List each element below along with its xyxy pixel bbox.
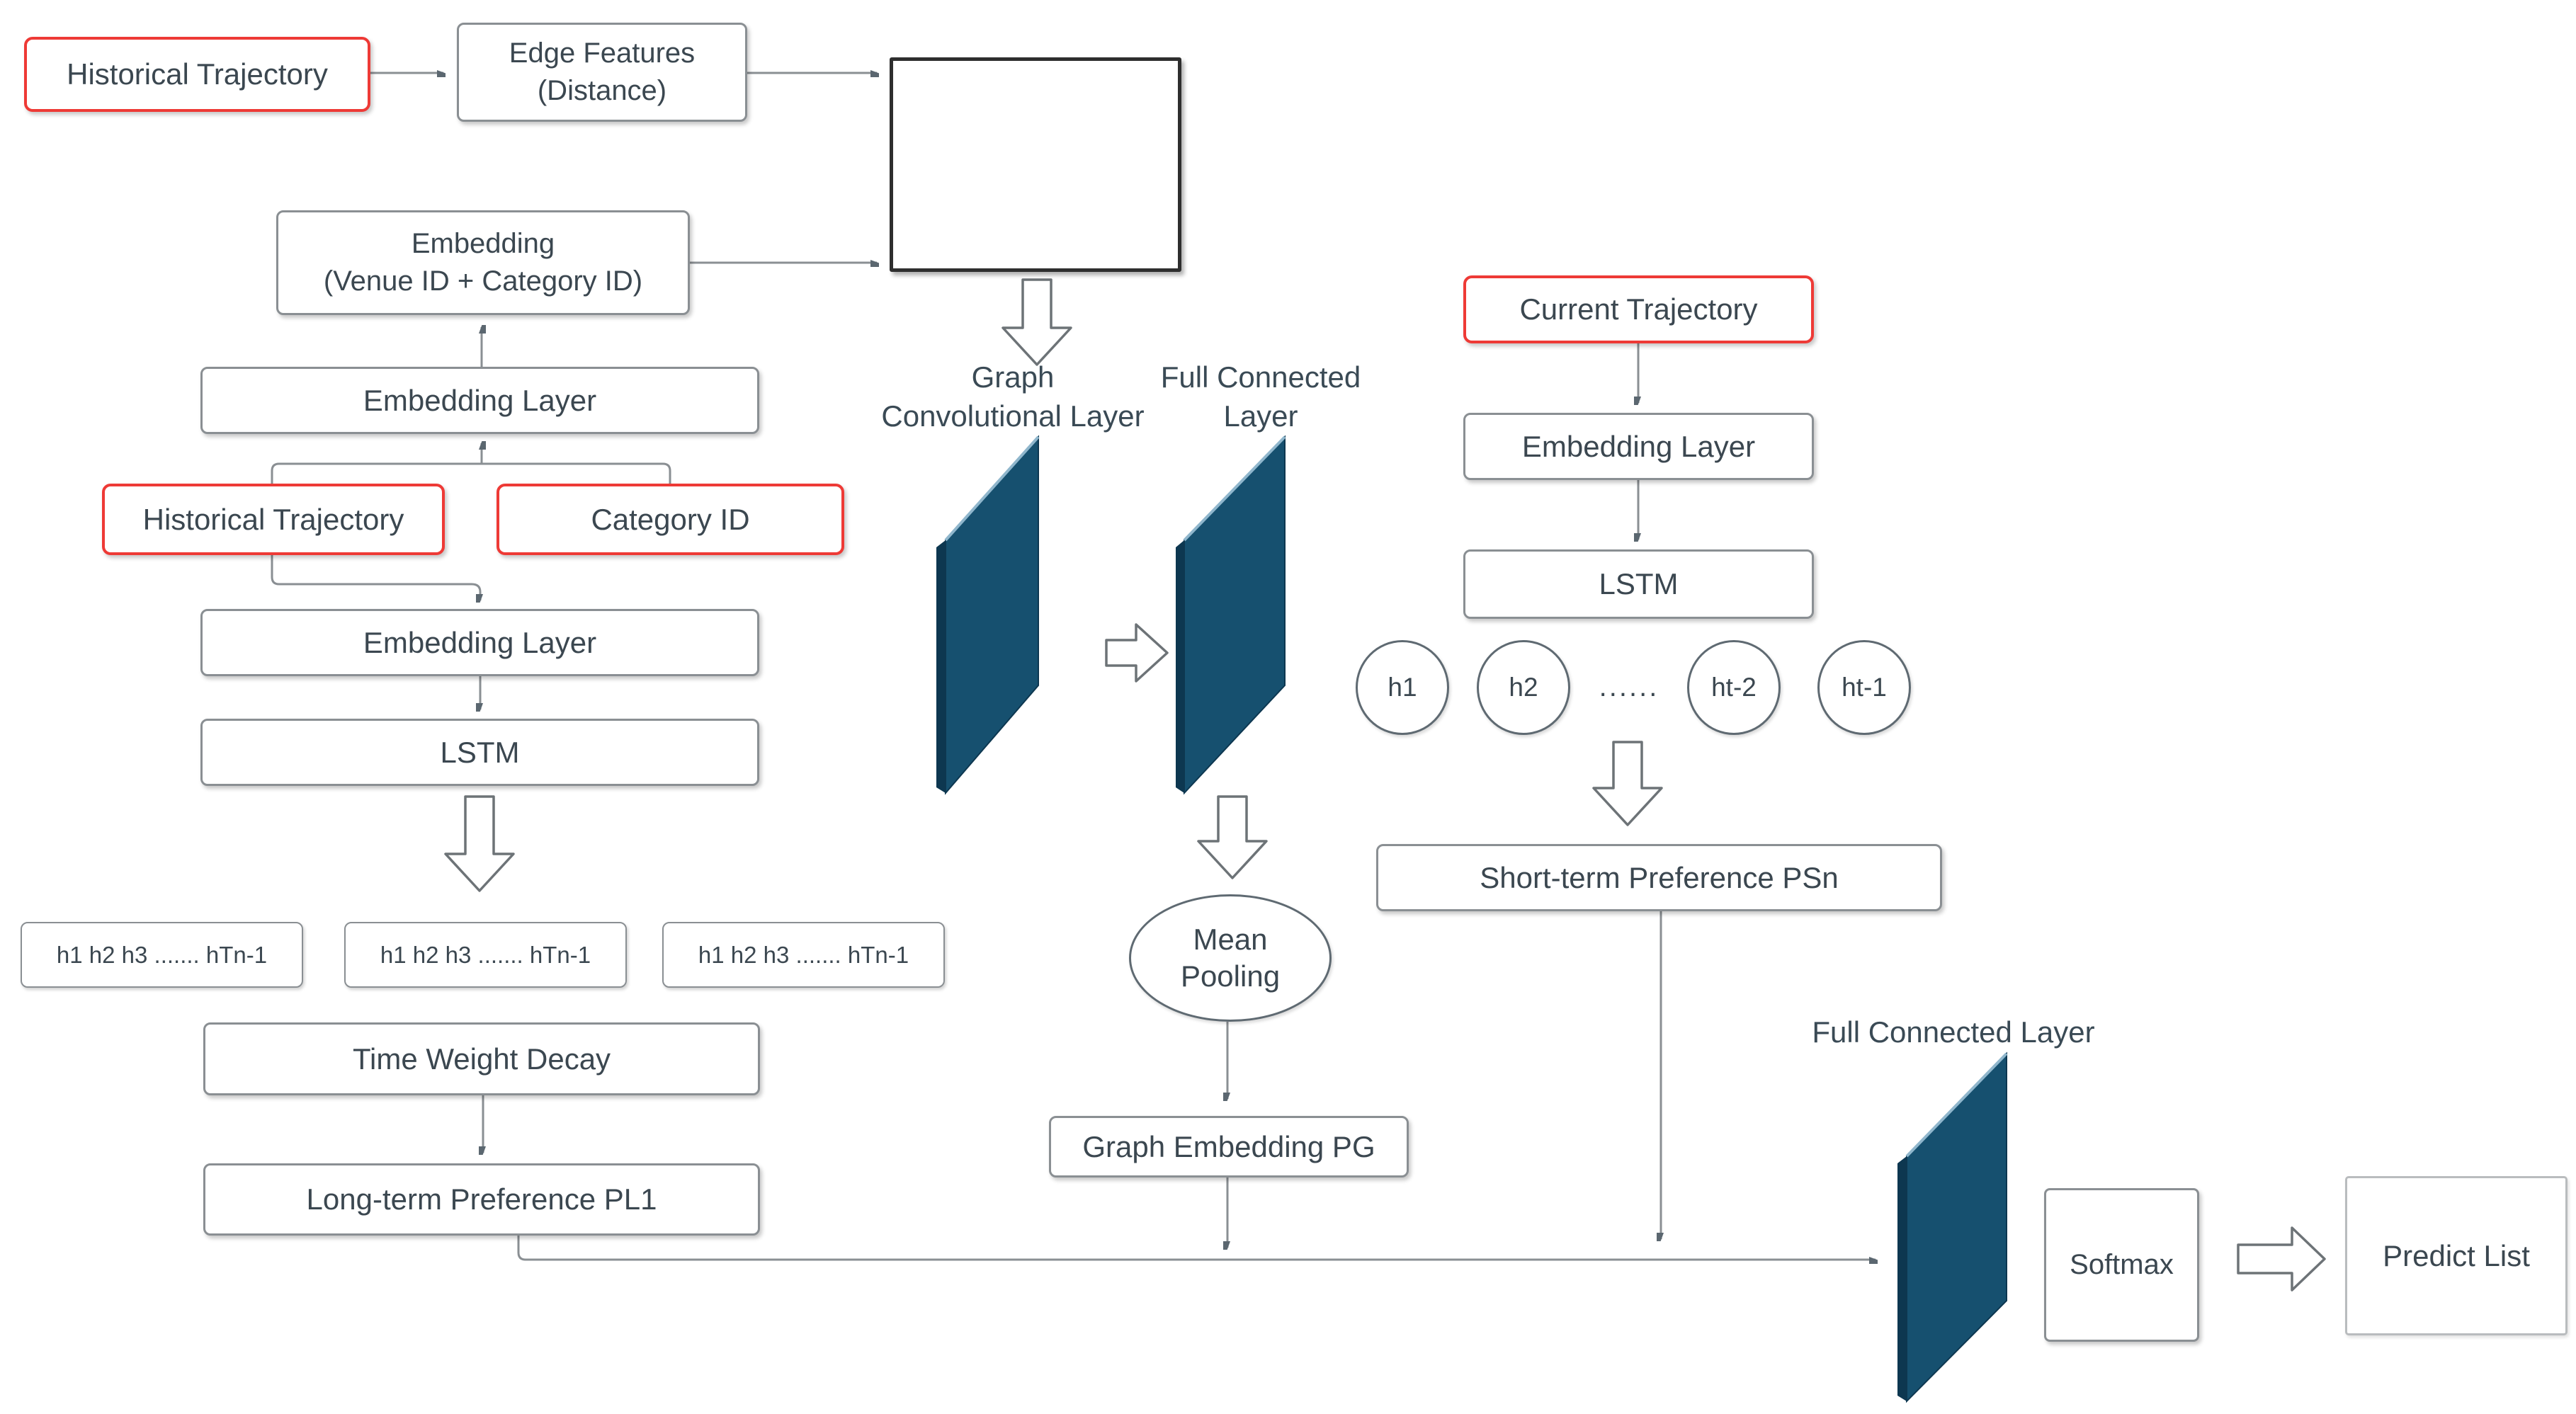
hidden-seq-3-label: h1 h2 h3 ....... hTn-1 (698, 941, 909, 968)
circle-ht-1 (1817, 640, 1911, 735)
big-arrow-lstm-left-down-icon (446, 797, 514, 891)
hollow-arrow-right-softmax-icon (2238, 1228, 2325, 1290)
softmax-label: Softmax (2070, 1249, 2174, 1281)
ellipsis-hidden-states (1587, 671, 1672, 703)
ellipsis-label: ...... (1599, 671, 1659, 702)
box-hidden-seq-1 (21, 922, 303, 988)
box-embedding-layer-1 (200, 367, 759, 434)
predict-list-label: Predict List (2383, 1238, 2530, 1272)
long-term-preference-label: Long-term Preference PL1 (306, 1182, 657, 1216)
fcl-final-panel-side (1897, 1156, 1907, 1401)
lstm-right-label: LSTM (1599, 567, 1679, 601)
box-current-trajectory (1463, 275, 1814, 343)
h2-label: h2 (1509, 673, 1538, 702)
box-category-id (497, 484, 844, 555)
box-short-term-preference (1376, 844, 1942, 911)
h1-label: h1 (1388, 673, 1417, 702)
box-lstm-right (1463, 549, 1814, 619)
hidden-seq-1-label: h1 h2 h3 ....... hTn-1 (56, 941, 268, 968)
hollow-arrow-right-mid-icon (1106, 625, 1167, 681)
embedding-layer-2-label: Embedding Layer (363, 625, 597, 659)
mean-pooling-line2: Pooling (1180, 959, 1281, 993)
graph-image-box (890, 57, 1181, 272)
full-connected-mid-line2: Layer (1223, 399, 1298, 433)
current-trajectory-label: Current Trajectory (1519, 292, 1758, 326)
box-hidden-seq-2 (344, 922, 627, 988)
box-embedding-layer-3 (1463, 413, 1814, 480)
box-time-weight-decay (203, 1022, 760, 1095)
graph-conv-label-line1: Graph (971, 360, 1055, 394)
short-term-preference-label: Short-term Preference PSn (1480, 860, 1839, 894)
embedding-venue-line2: (Venue ID + Category ID) (323, 266, 643, 297)
circle-h2 (1477, 640, 1570, 735)
big-arrow-states-down-icon (1594, 742, 1662, 825)
embedding-venue-line1: Embedding (411, 228, 555, 260)
big-arrow-graph-down-icon (1003, 280, 1071, 365)
box-lstm-left (200, 719, 759, 786)
elbow-ht2-to-embeddinglayer2 (272, 555, 480, 600)
ellipse-mean-pooling (1129, 894, 1332, 1022)
box-embedding-layer-2 (200, 609, 759, 676)
box-graph-embedding (1049, 1116, 1409, 1178)
bracket-inputs (272, 464, 670, 484)
box-edge-features (457, 23, 747, 122)
label-full-connected-layer-mid (1091, 358, 1431, 436)
box-softmax (2044, 1188, 2199, 1342)
box-historical-trajectory-2 (102, 484, 445, 555)
ht-2-label: ht-2 (1711, 673, 1757, 702)
lstm-left-label: LSTM (440, 735, 520, 769)
box-embedding-venue (276, 210, 690, 315)
embedding-venue-label (324, 225, 642, 300)
category-id-label: Category ID (591, 502, 750, 536)
fcl-mid-panel-side (1176, 540, 1184, 793)
full-connected-mid-line1: Full Connected (1160, 360, 1361, 394)
edge-features-line2: (Distance) (537, 75, 667, 106)
ht-1-label: ht-1 (1842, 673, 1887, 702)
circle-ht-2 (1687, 640, 1781, 735)
circle-h1 (1356, 640, 1449, 735)
historical-trajectory-top-label: Historical Trajectory (67, 57, 328, 91)
mean-pooling-label (1181, 921, 1280, 996)
edge-features-label (509, 35, 695, 110)
hidden-seq-2-label: h1 h2 h3 ....... hTn-1 (380, 941, 591, 968)
box-predict-list (2345, 1176, 2568, 1335)
graph-embedding-label: Graph Embedding PG (1082, 1129, 1375, 1163)
box-hidden-seq-3 (662, 922, 945, 988)
junction-line (518, 1236, 1876, 1260)
graph-conv-label-line2: Convolutional Layer (881, 399, 1145, 433)
box-long-term-preference (203, 1163, 760, 1236)
gcl-panel-side (936, 540, 946, 793)
embedding-layer-1-label: Embedding Layer (363, 383, 597, 417)
embedding-layer-3-label: Embedding Layer (1521, 429, 1756, 463)
full-connected-final-label: Full Connected Layer (1812, 1015, 2095, 1049)
mean-pooling-line1: Mean (1193, 922, 1268, 956)
historical-trajectory-2-label: Historical Trajectory (142, 502, 404, 536)
big-arrow-panel-down-icon (1198, 797, 1266, 878)
box-historical-trajectory-top (24, 37, 370, 112)
label-full-connected-layer-final (1783, 1013, 2123, 1051)
edge-features-line1: Edge Features (509, 38, 696, 69)
time-weight-decay-label: Time Weight Decay (352, 1042, 611, 1076)
